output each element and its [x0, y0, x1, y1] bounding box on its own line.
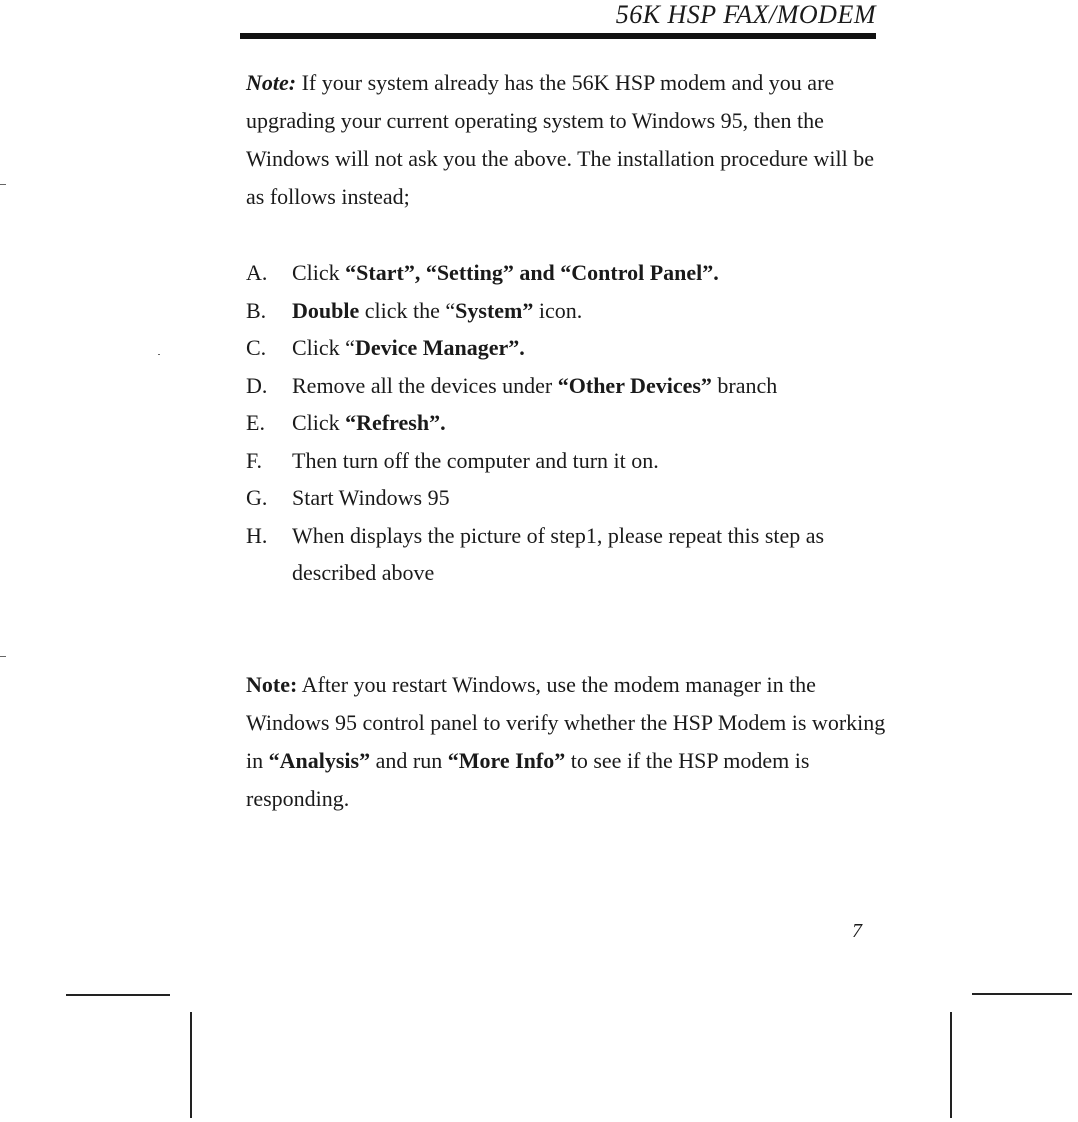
note-emphasis-analysis: “Analysis”: [268, 748, 371, 773]
note-text: and run: [370, 748, 448, 773]
step-text: Click “: [292, 335, 355, 360]
step-text: Start Windows 95: [292, 485, 450, 510]
crop-mark-left-horizontal: [66, 994, 170, 996]
step-letter: H.: [246, 522, 268, 548]
step-text: Click: [292, 410, 346, 435]
step-text: Remove all the devices under: [292, 372, 558, 398]
note-text: If your system already has the 56K HSP modem and you are upgrading your current operating system to Windows 95, then the Windows will not ask you the above. The installation procedure will be as follows instead;: [246, 70, 875, 209]
list-item: [246, 442, 886, 480]
note-text: After you restart Windows, use the modem manager in the Windows 95 control panel to verify whether the HSP Modem is working in: [246, 672, 886, 773]
page-number: 7: [852, 920, 862, 942]
step-text: click the “: [359, 297, 456, 323]
running-header-title: 56K HSP FAX/MODEM: [615, 0, 876, 29]
step-text: Click: [292, 260, 346, 285]
list-item: [246, 367, 886, 405]
step-letter: G.: [246, 485, 268, 510]
list-item: [246, 292, 886, 330]
step-text: branch: [711, 372, 778, 398]
list-item: [246, 254, 886, 292]
note-emphasis-more-info: “More Info”: [447, 748, 566, 773]
step-text: When displays the picture of step1, please repeat this step as described above: [292, 522, 825, 585]
list-item: [246, 404, 886, 442]
step-emphasis: “Other Devices”: [557, 372, 712, 398]
note-paragraph-top: [246, 64, 886, 216]
crop-mark-right-horizontal: [972, 993, 1072, 995]
step-emphasis: “Start”, “Setting” and “Control Panel”.: [345, 260, 719, 285]
step-letter: E.: [246, 410, 265, 435]
crop-mark-left-vertical: [190, 1012, 192, 1118]
step-letter: A.: [246, 260, 268, 285]
step-emphasis: “Refresh”.: [345, 410, 446, 435]
installation-steps-list: [246, 254, 886, 592]
step-letter: D.: [246, 372, 268, 398]
list-item: [246, 517, 886, 592]
step-emphasis: Double: [292, 297, 360, 323]
step-letter: C.: [246, 335, 267, 360]
header-rule: [240, 33, 876, 39]
step-letter: B.: [246, 297, 267, 323]
note-text: to see if the HSP modem is responding.: [246, 748, 810, 811]
list-item: [246, 479, 886, 517]
step-emphasis: System”: [455, 297, 534, 323]
crop-mark-right-vertical: [950, 1012, 952, 1118]
step-text: icon.: [533, 297, 583, 323]
list-item: [246, 329, 886, 367]
scan-speck: [158, 354, 160, 355]
note-label: Note:: [246, 672, 298, 697]
scan-speck: [0, 184, 6, 185]
step-letter: F.: [246, 447, 262, 473]
note-paragraph-bottom: [246, 666, 886, 818]
note-label: Note:: [246, 70, 297, 95]
scan-speck: [0, 656, 6, 657]
step-text: Then turn off the computer and turn it on.: [292, 447, 659, 473]
step-emphasis: Device Manager”.: [354, 335, 525, 360]
